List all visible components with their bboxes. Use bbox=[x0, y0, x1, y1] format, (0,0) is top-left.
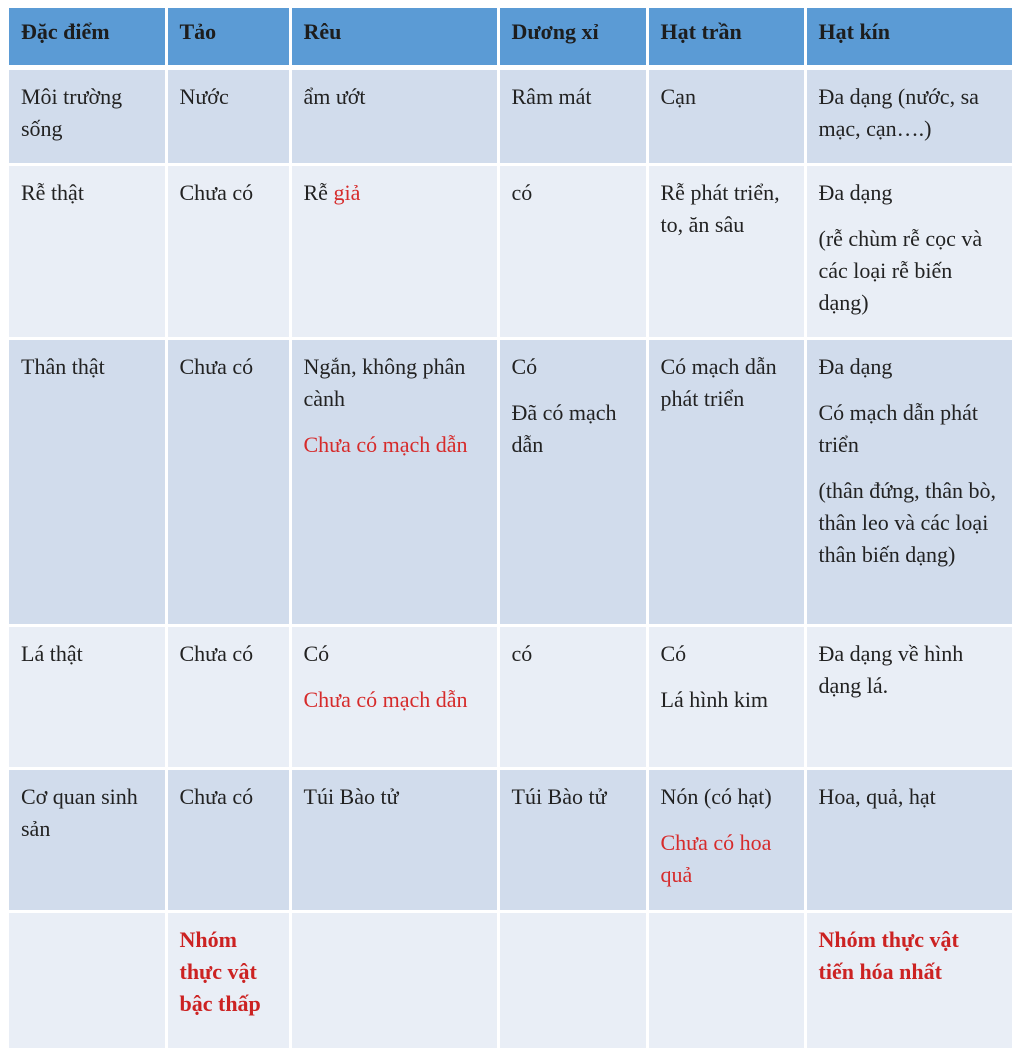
cell-tao: Chưa có bbox=[166, 165, 290, 339]
cell-feature: Rễ thật bbox=[9, 165, 166, 339]
cell-duong-xi: có bbox=[498, 165, 647, 339]
table-container bbox=[9, 8, 1015, 1051]
text-re: Rễ bbox=[303, 180, 334, 205]
cell-feature: Môi trường sống bbox=[9, 68, 166, 165]
cell-reu: Túi Bào tử bbox=[290, 769, 498, 912]
text-line: Đã có mạch dẫn bbox=[511, 400, 617, 457]
header-hat-kin: Hạt kín bbox=[805, 8, 1013, 68]
table-row-moi-truong bbox=[9, 68, 1013, 165]
cell-feature: Lá thật bbox=[9, 626, 166, 769]
cell-reu: ẩm ướt bbox=[290, 68, 498, 165]
cell-hat-tran: Cạn bbox=[647, 68, 805, 165]
text-line: Có bbox=[511, 354, 538, 379]
cell-hat-tran: Có mạch dẫn phát triển bbox=[647, 339, 805, 626]
text-line: Lá hình kim bbox=[660, 687, 769, 712]
cell-hat-kin: Đa dạng về hình dạng lá. bbox=[805, 626, 1013, 769]
cell-hat-tran: Rễ phát triển, to, ăn sâu bbox=[647, 165, 805, 339]
text-line: Có mạch dẫn phát triển bbox=[818, 400, 978, 457]
text-line: (thân đứng, thân bò, thân leo và các loại thân biến dạng) bbox=[818, 478, 997, 567]
cell-hat-kin-summary: Nhóm thực vật tiến hóa nhất bbox=[805, 912, 1013, 1050]
text-line: Có bbox=[660, 641, 687, 666]
table-row-summary bbox=[9, 912, 1013, 1050]
cell-hat-tran bbox=[647, 626, 805, 769]
cell-feature bbox=[9, 912, 166, 1050]
text-line: Ngắn, không phân cành bbox=[303, 354, 466, 411]
text-line-red: Chưa có mạch dẫn bbox=[303, 687, 468, 712]
cell-duong-xi: Râm mát bbox=[498, 68, 647, 165]
text-line: Đa dạng bbox=[818, 180, 893, 205]
cell-feature: Cơ quan sinh sản bbox=[9, 769, 166, 912]
cell-hat-tran bbox=[647, 912, 805, 1050]
header-hat-tran: Hạt trần bbox=[647, 8, 805, 68]
header-feature: Đặc điểm bbox=[9, 8, 166, 68]
header-duong-xi: Dương xỉ bbox=[498, 8, 647, 68]
cell-tao: Nước bbox=[166, 68, 290, 165]
table-row-than-that bbox=[9, 339, 1013, 626]
table-row-co-quan-sinh-san bbox=[9, 769, 1013, 912]
cell-tao: Chưa có bbox=[166, 339, 290, 626]
text-line: Có bbox=[303, 641, 330, 666]
cell-hat-kin bbox=[805, 339, 1013, 626]
cell-reu bbox=[290, 165, 498, 339]
text-gia: giả bbox=[333, 180, 361, 205]
cell-tao: Chưa có bbox=[166, 769, 290, 912]
table-row-la-that bbox=[9, 626, 1013, 769]
plant-comparison-table bbox=[9, 8, 1015, 1051]
cell-feature: Thân thật bbox=[9, 339, 166, 626]
header-tao: Tảo bbox=[166, 8, 290, 68]
table-row-re-that bbox=[9, 165, 1013, 339]
cell-reu bbox=[290, 912, 498, 1050]
cell-hat-tran bbox=[647, 769, 805, 912]
cell-hat-kin bbox=[805, 165, 1013, 339]
text-line: (rễ chùm rễ cọc và các loại rễ biến dạng) bbox=[818, 226, 983, 315]
cell-reu bbox=[290, 626, 498, 769]
text-line: Đa dạng bbox=[818, 354, 893, 379]
text-line-red: Chưa có mạch dẫn bbox=[303, 432, 468, 457]
cell-tao-summary: Nhóm thực vật bậc thấp bbox=[166, 912, 290, 1050]
text-line-red: Chưa có hoa quả bbox=[660, 830, 772, 887]
cell-hat-kin: Đa dạng (nước, sa mạc, cạn….) bbox=[805, 68, 1013, 165]
cell-tao: Chưa có bbox=[166, 626, 290, 769]
cell-duong-xi: Túi Bào tử bbox=[498, 769, 647, 912]
text-line: Nón (có hạt) bbox=[660, 784, 772, 809]
cell-hat-kin: Hoa, quả, hạt bbox=[805, 769, 1013, 912]
cell-duong-xi bbox=[498, 339, 647, 626]
cell-duong-xi bbox=[498, 912, 647, 1050]
cell-duong-xi: có bbox=[498, 626, 647, 769]
header-reu: Rêu bbox=[290, 8, 498, 68]
header-row bbox=[9, 8, 1013, 68]
cell-reu bbox=[290, 339, 498, 626]
